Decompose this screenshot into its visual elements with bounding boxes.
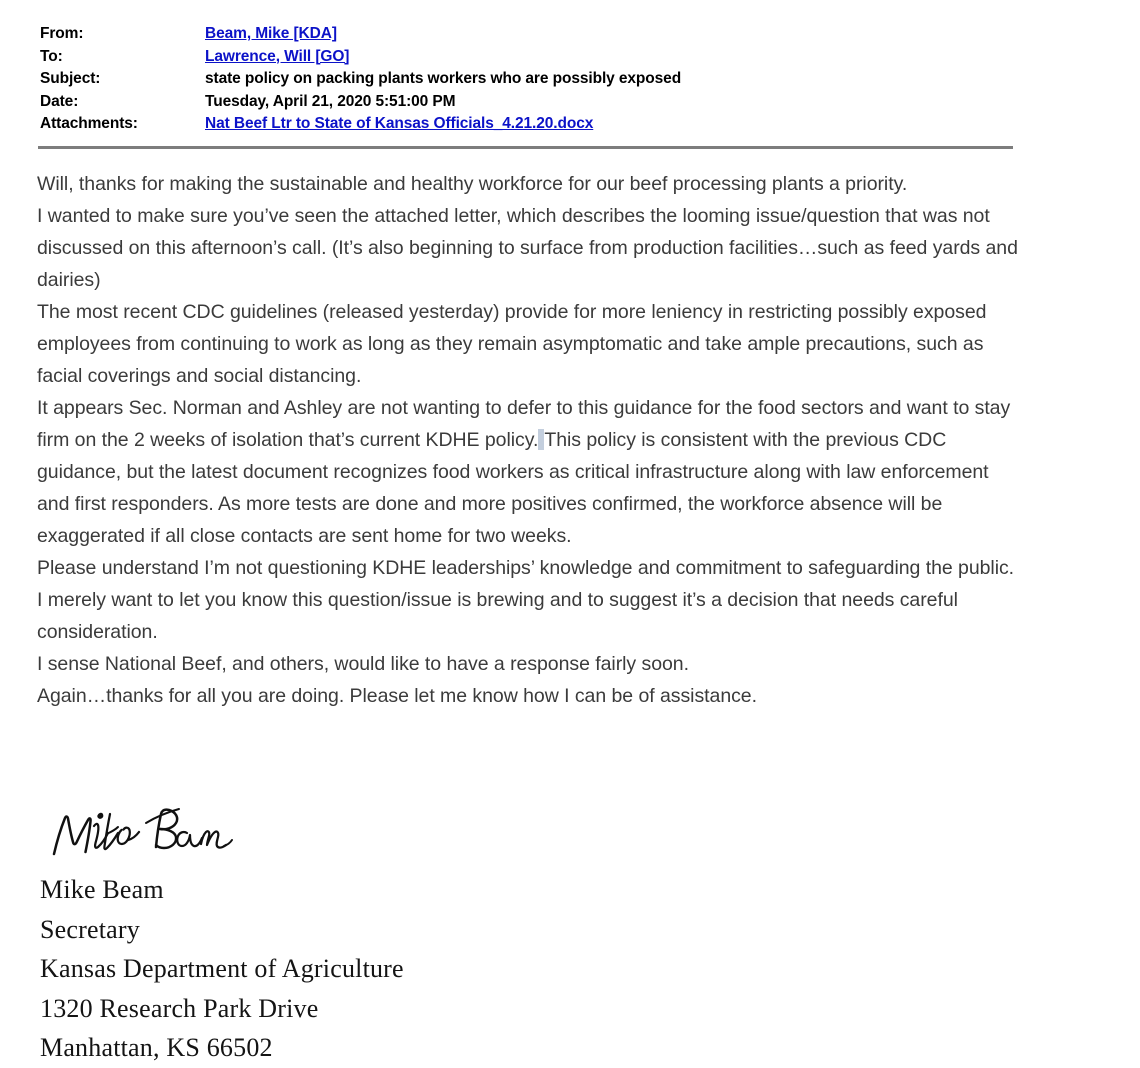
header-row-date — [40, 91, 1020, 114]
attachments-label: Attachments: — [40, 115, 138, 132]
email-header — [40, 23, 1020, 136]
to-value-link[interactable]: Lawrence, Will [GO] — [205, 47, 350, 65]
handwritten-signature-image — [48, 806, 233, 864]
body-paragraph-2: I wanted to make sure you’ve seen the attached letter, which describes the looming issue/question that was not discussed on this afternoon’s call. (It’s also beginning to surface from production facilities…such as feed yards and dairies) — [37, 205, 1018, 291]
signature-city-state-zip: Manhattan, KS 66502 — [40, 1033, 273, 1062]
signature-address: 1320 Research Park Drive — [40, 993, 319, 1023]
attachment-file-link[interactable]: Nat Beef Ltr to State of Kansas Officials_4.21.20.docx — [205, 115, 594, 132]
from-value-link[interactable]: Beam, Mike [KDA] — [205, 25, 337, 42]
from-label: From: — [40, 25, 84, 42]
body-paragraph-7: Again…thanks for all you are doing. Please let me know how I can be of assistance. — [37, 685, 757, 707]
header-row-attachments — [40, 113, 1020, 136]
subject-label: Subject: — [40, 70, 101, 87]
body-paragraph-4-part-a: It appears Sec. Norman and Ashley are not wanting to defer to this guidance for the food sectors and want to stay firm on the 2 weeks of isolation that’s current KDHE policy. — [37, 397, 1011, 451]
to-label: To: — [40, 47, 63, 65]
header-row-to — [40, 46, 1020, 69]
subject-value: state policy on packing plants workers who are possibly exposed — [205, 70, 682, 87]
body-paragraph-4 — [37, 392, 1019, 552]
signature-block — [40, 806, 740, 1062]
signature-organization: Kansas Department of Agriculture — [40, 954, 404, 983]
body-paragraph-4-part-b: This policy is consistent with the previous CDC guidance, but the latest document recognizes food workers as critical infrastructure along with law enforcement and first responders. As more tests are done and more positives confirmed, the workforce absence will be exaggerated if all close contacts are sent home for two weeks. — [37, 429, 989, 547]
signature-text-lines — [40, 870, 740, 1062]
header-body-separator-rule — [38, 146, 1013, 149]
header-row-subject — [40, 68, 1020, 91]
body-paragraph-5: Please understand I’m not questioning KDHE leaderships’ knowledge and commitment to safeguarding the public. I merely want to let you know this question/issue is brewing and to suggest it’s a decision that needs careful consideration. — [37, 557, 1015, 643]
body-paragraph-3: The most recent CDC guidelines (released yesterday) provide for more leniency in restricting possibly exposed employees from continuing to work as long as they remain asymptomatic and take ample precautions, such as facial coverings and social distancing. — [37, 301, 987, 387]
body-paragraph-1: Will, thanks for making the sustainable and healthy workforce for our beef processing plants a priority. — [37, 173, 908, 195]
signature-name: Mike Beam — [40, 875, 164, 904]
body-paragraph-6: I sense National Beef, and others, would like to have a response fairly soon. — [37, 653, 689, 675]
signature-title: Secretary — [40, 914, 140, 944]
header-row-from — [40, 23, 1020, 46]
date-label: Date: — [40, 92, 79, 110]
date-value: Tuesday, April 21, 2020 5:51:00 PM — [205, 92, 456, 110]
email-body — [37, 168, 1019, 712]
